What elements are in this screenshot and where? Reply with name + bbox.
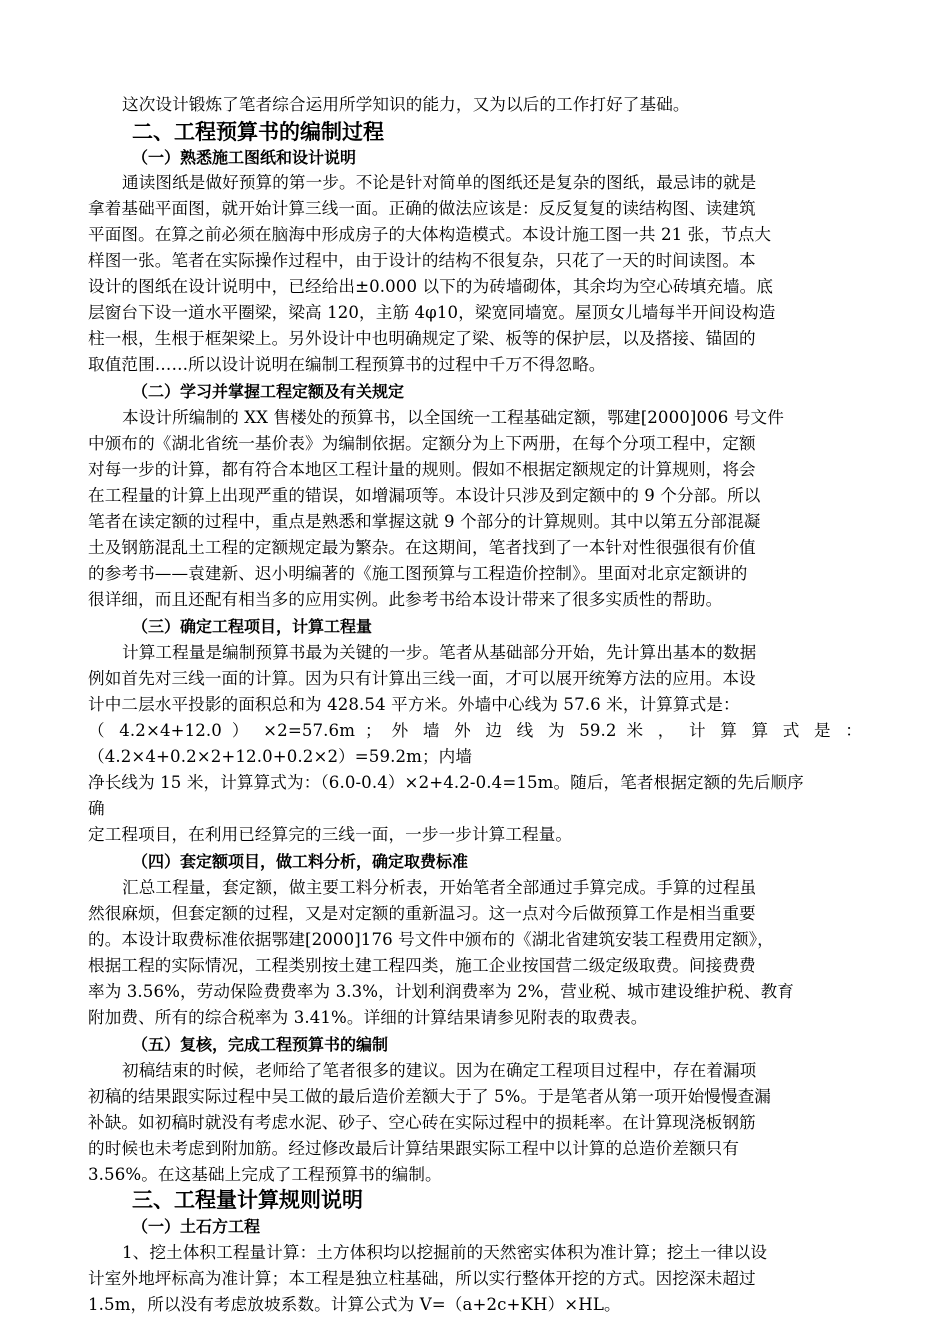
text-line: （ 4.2×4+12.0 ） ×2=57.6m ； 外 墙 外 边 线 为 59.2 米 ， 计 算 算 式 是 ： xyxy=(88,721,862,740)
text-line: 1.5m，所以没有考虑放坡系数。计算公式为 V=（a+2c+KH）×HL。 xyxy=(88,1295,621,1314)
text-line: 这次设计锻炼了笔者综合运用所学知识的能力，又为以后的工作打好了基础。 xyxy=(122,95,690,114)
text-line: 对每一步的计算，都有符合本地区工程计量的规则。假如不根据定额规定的计算规则，将会 xyxy=(88,460,756,479)
text-line: 的。本设计取费标准依据鄂建[2000]176 号文件中颁布的《湖北省建筑安装工程费用定额》， xyxy=(88,930,774,949)
section-heading: 二、工程预算书的编制过程 xyxy=(132,120,384,144)
subsection-heading: （一）土石方工程 xyxy=(132,1217,261,1236)
text-line: 率为 3.56%，劳动保险费费率为 3.3%，计划利润费率为 2%，营业税、城市建设维护税、教育 xyxy=(88,982,795,1001)
text-line: 本设计所编制的 XX 售楼处的预算书，以全国统一工程基础定额，鄂建[2000]006 号文件 xyxy=(122,408,784,427)
text-line: 附加费、所有的综合税率为 3.41%。详细的计算结果请参见附表的取费表。 xyxy=(88,1008,648,1027)
text-line: 柱一根，生根于框架梁上。另外设计中也明确规定了梁、板等的保护层，以及搭接、锚固的 xyxy=(88,329,756,348)
subsection-heading: （五）复核，完成工程预算书的编制 xyxy=(132,1035,389,1054)
text-line: 层窗台下设一道水平圈梁，梁高 120，主筋 4φ10，梁宽同墙宽。屋顶女儿墙每半开间设构造 xyxy=(88,303,776,322)
text-line: （4.2×4+0.2×2+12.0+0.2×2）=59.2m；内墙 xyxy=(88,747,473,766)
text-line: 平面图。在算之前必须在脑海中形成房子的大体构造模式。本设计施工图一共 21 张，节点大 xyxy=(88,225,772,244)
text-line: 确 xyxy=(88,799,105,818)
subsection-heading: （二）学习并掌握工程定额及有关规定 xyxy=(132,382,405,401)
text-line: 取值范围……所以设计说明在编制工程预算书的过程中千万不得忽略。 xyxy=(88,355,606,374)
text-line: 3.56%。在这基础上完成了工程预算书的编制。 xyxy=(88,1165,442,1184)
text-line: 1、挖土体积工程量计算：土方体积均以挖掘前的天然密实体积为准计算；挖土一律以设 xyxy=(122,1243,768,1262)
text-line: 很详细，而且还配有相当多的应用实例。此参考书给本设计带来了很多实质性的帮助。 xyxy=(88,590,723,609)
text-line: 样图一张。笔者在实际操作过程中，由于设计的结构不很复杂，只花了一天的时间读图。本 xyxy=(88,251,756,270)
section-heading: 三、工程量计算规则说明 xyxy=(132,1188,363,1212)
subsection-heading: （三）确定工程项目，计算工程量 xyxy=(132,617,373,636)
text-line: 拿着基础平面图，就开始计算三线一面。正确的做法应该是：反反复复的读结构图、读建筑 xyxy=(88,199,756,218)
text-line: 然很麻烦，但套定额的过程，又是对定额的重新温习。这一点对今后做预算工作是相当重要 xyxy=(88,904,756,923)
text-line: 初稿结束的时候，老师给了笔者很多的建议。因为在确定工程项目过程中，存在着漏项 xyxy=(122,1061,757,1080)
text-line: 补缺。如初稿时就没有考虑水泥、砂子、空心砖在实际过程中的损耗率。在计算现浇板钢筋 xyxy=(88,1113,756,1132)
text-line: 计室外地坪标高为准计算；本工程是独立柱基础，所以实行整体开挖的方式。因挖深未超过 xyxy=(88,1269,756,1288)
subsection-heading: （一）熟悉施工图纸和设计说明 xyxy=(132,148,357,167)
text-line: 初稿的结果跟实际过程中吴工做的最后造价差额大于了 5%。于是笔者从第一项开始慢慢查漏 xyxy=(88,1087,771,1106)
text-line: 在工程量的计算上出现严重的错误，如增漏项等。本设计只涉及到定额中的 9 个分部。所以 xyxy=(88,486,761,505)
text-line: 计中二层水平投影的面积总和为 428.54 平方米。外墙中心线为 57.6 米，计算算式是： xyxy=(88,695,740,714)
subsection-heading: （四）套定额项目，做工料分析，确定取费标准 xyxy=(132,852,469,871)
text-line: 设计的图纸在设计说明中，已经给出±0.000 以下的为砖墙砌体，其余均为空心砖填充墙。底 xyxy=(88,277,774,296)
text-line: 净长线为 15 米，计算算式为：（6.0-0.4）×2+4.2-0.4=15m。随后，笔者根据定额的先后顺序 xyxy=(88,773,804,792)
text-line: 根据工程的实际情况，工程类别按土建工程四类，施工企业按国营二级定级取费。间接费费 xyxy=(88,956,756,975)
text-line: 例如首先对三线一面的计算。因为只有计算出三线一面，才可以展开统筹方法的应用。本设 xyxy=(88,669,756,688)
text-line: 笔者在读定额的过程中，重点是熟悉和掌握这就 9 个部分的计算规则。其中以第五分部混凝 xyxy=(88,512,761,531)
text-line: 的参考书——袁建新、迟小明编著的《施工图预算与工程造价控制》。里面对北京定额讲的 xyxy=(88,564,748,583)
text-line: 的时候也未考虑到附加筋。经过修改最后计算结果跟实际工程中以计算的总造价差额只有 xyxy=(88,1139,740,1158)
text-line: 汇总工程量，套定额，做主要工料分析表，开始笔者全部通过手算完成。手算的过程虽 xyxy=(122,878,757,897)
text-line: 土及钢筋混乱土工程的定额规定最为繁杂。在这期间，笔者找到了一本针对性很强很有价值 xyxy=(88,538,756,557)
text-line: 计算工程量是编制预算书最为关键的一步。笔者从基础部分开始，先计算出基本的数据 xyxy=(122,643,757,662)
text-line: 通读图纸是做好预算的第一步。不论是针对简单的图纸还是复杂的图纸，最忌讳的就是 xyxy=(122,173,757,192)
text-line: 中颁布的《湖北省统一基价表》为编制依据。定额分为上下两册，在每个分项工程中，定额 xyxy=(88,434,756,453)
text-line: 定工程项目，在利用已经算完的三线一面，一步一步计算工程量。 xyxy=(88,825,573,844)
